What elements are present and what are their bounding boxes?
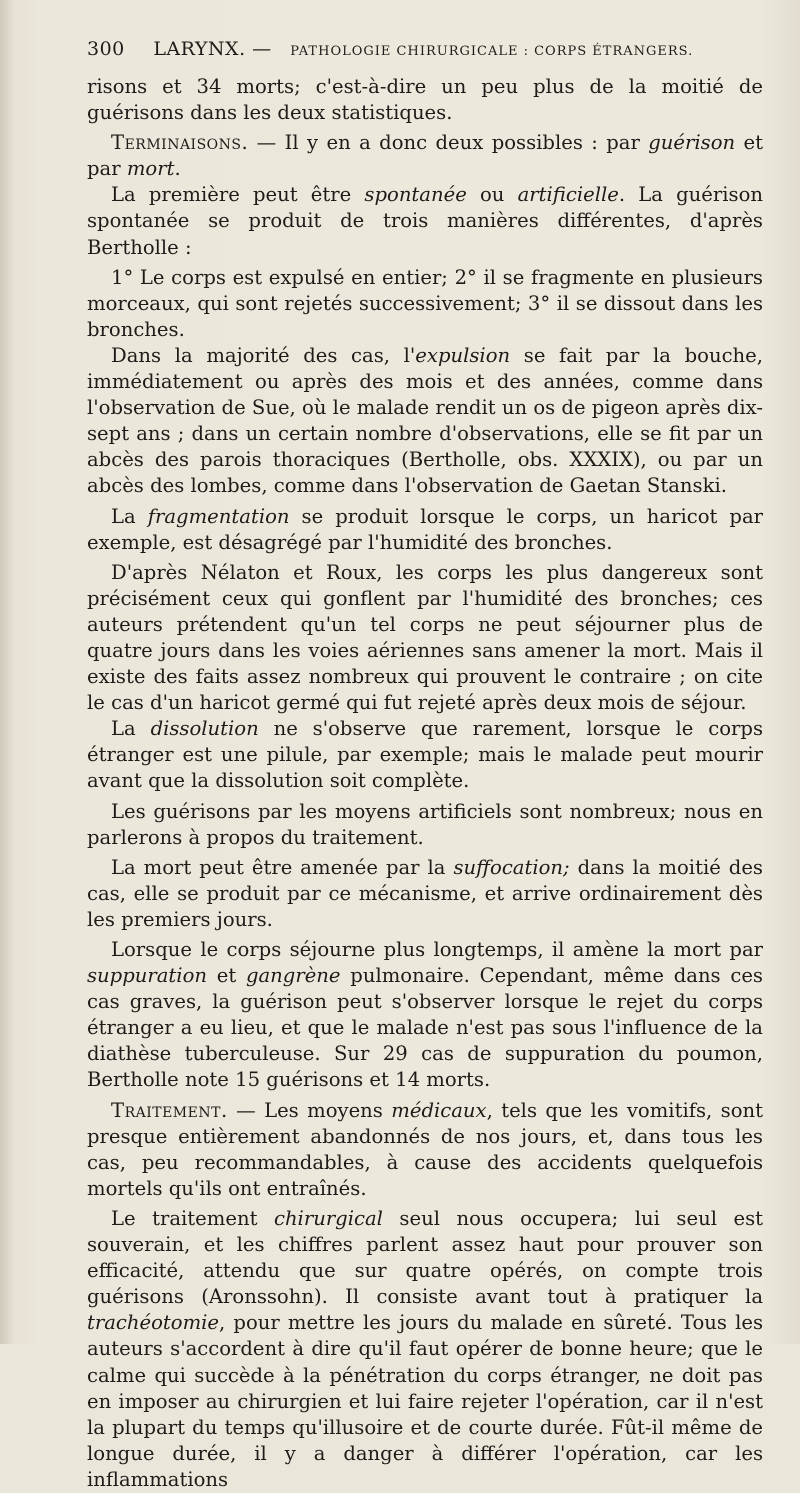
paragraph: Dans la majorité des cas, l'expulsion se fait par la bouche, immédiatement ou après des mois et des années, comme dans l'observation de Sue, où le malade rendit un os de pigeon après dix-sept ans ; dans un certain nombre d'observations, elle se fit par un abcès des parois thoraciques (Bertholle, obs. XXXIX), ou par un abcès des lombes, comme dans l'observation de Gaetan Stanski. bbox=[87, 343, 763, 498]
paragraph: La première peut être spontanée ou artificielle. La guérison spontanée se produit de trois manières différentes, d'après Bertholle : bbox=[87, 183, 764, 259]
paragraph: La dissolution ne s'observe que rarement, lorsque le corps étranger est une pilule, par exemple; mais le malade peut mourir avant que la dissolution soit complète. bbox=[87, 717, 763, 793]
running-header bbox=[87, 38, 787, 66]
page-number: 300 bbox=[87, 38, 125, 60]
running-subtitle: PATHOLOGIE CHIRURGICALE : CORPS ÉTRANGERS. bbox=[290, 44, 694, 59]
page-body bbox=[87, 74, 763, 1493]
paragraph: Traitement. — Les moyens médicaux, tels que les vomitifs, sont presque entièrement abandonnés de nos jours, et, dans tous les cas, peu recommandables, à cause des accidents quelquefois mortels qu'ils ont entraînés. bbox=[87, 1098, 763, 1200]
paragraph: La fragmentation se produit lorsque le corps, un haricot par exemple, est désagrégé par l'humidité des bronches. bbox=[87, 504, 763, 554]
paragraph: Les guérisons par les moyens artificiels sont nombreux; nous en parlerons à propos du traitement. bbox=[87, 799, 763, 849]
section-lead: Terminaisons. bbox=[111, 131, 249, 155]
paragraph: Lorsque le corps séjourne plus longtemps, il amène la mort par suppuration et gangrène pulmonaire. Cependant, même dans ces cas graves, la guérison peut s'observer lorsque le rejet du corps étranger a eu lieu, et que le malade n'est pas sous l'influence de la diathèse tuberculeuse. Sur 29 cas de suppuration du poumon, Bertholle note 15 guérisons et 14 morts. bbox=[87, 938, 763, 1092]
paragraph: La mort peut être amenée par la suffocation; dans la moitié des cas, elle se produit par ce mécanisme, et arrive ordinairement dès les premiers jours. bbox=[87, 855, 763, 931]
paragraph: Le traitement chirurgical seul nous occupera; lui seul est souverain, et les chiffres parlent assez haut pour prouver son efficacité, attendu que sur quatre opérés, on compte trois guérisons (Aronssohn). Il consiste avant tout à pratiquer la trachéotomie, pour mettre les jours du malade en sûreté. Tous les auteurs s'accordent à dire qu'il faut opérer de bonne heure; que le calme qui succède à la pénétration du corps étranger, ne doit pas en imposer au chirurgien et lui faire rejeter l'opération, car il n'est la plupart du temps qu'illusoire et de courte durée. Fût-il même de longue durée, il y a danger à différer l'opération, car les inflammations bbox=[87, 1206, 763, 1491]
paragraph: risons et 34 morts; c'est-à-dire un peu plus de la moitié de guérisons dans les deux statistiques. bbox=[87, 75, 763, 125]
section-lead: Traitement. bbox=[111, 1098, 228, 1122]
paragraph: Terminaisons. — Il y en a donc deux possibles : par guérison et par mort. bbox=[87, 131, 764, 181]
paragraph: 1° Le corps est expulsé en entier; 2° il se fragmente en plusieurs morceaux, qui sont rejetés successivement; 3° il se dissout dans les bronches. bbox=[87, 265, 763, 341]
running-title: LARYNX. — bbox=[153, 38, 272, 60]
paragraph: D'après Nélaton et Roux, les corps les plus dangereux sont précisément ceux qui gonflent par l'humidité des bronches; ces auteurs prétendent qu'un tel corps ne peut séjourner plus de quatre jours dans les voies aériennes sans amener la mort. Mais il existe des faits assez nombreux qui prouvent le contraire ; on cite le cas d'un haricot germé qui fut rejeté après deux mois de séjour. bbox=[87, 560, 763, 715]
